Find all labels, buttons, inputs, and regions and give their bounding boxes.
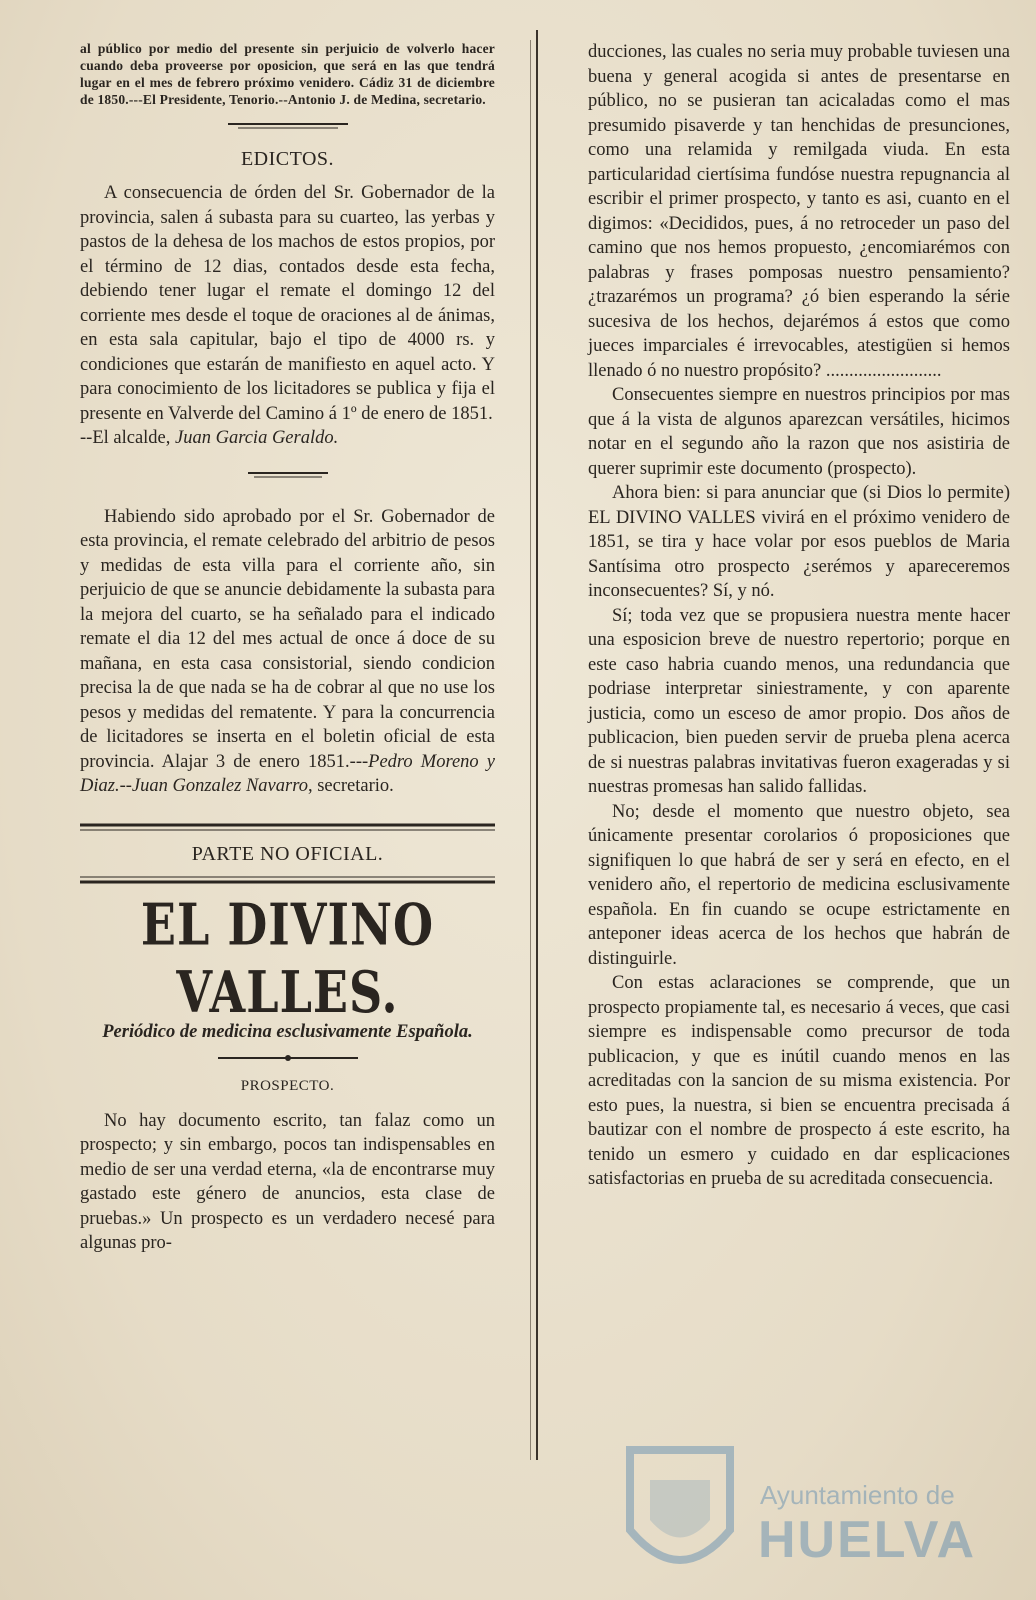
prospecto-heading: PROSPECTO. <box>240 1077 335 1094</box>
edictos-heading: EDICTOS. <box>240 148 335 170</box>
right-paragraph-3: Ahora bien: si para anunciar que (si Dios lo permite) EL DIVINO VALLES vivirá en el próximo venidero de 1851, se tira y hace volar por esos pueblos de Maria Santísima otro prospecto ¿serémos y apareceremos inconsecuentes? Sí, y nó. <box>588 483 1010 601</box>
ornament-rule-icon <box>218 1053 358 1063</box>
archive-watermark <box>620 1440 980 1590</box>
edicto-2-text: Habiendo sido aprobado por el Sr. Gobernador de esta provincia, el remate celebrado del arbitrio de pesos y medidas de esta villa para el corriente año, sin perjuicio de que se anuncie debidamente la subasta para la mejora del cuarto, se ha señalado para el indicado remate el dia 12 del mes actual de once á doce de su mañana, en esta casa consistorial, siendo condicion precisa la de que nada se ha de cobrar al que no use los pesos y medidas del rematente. Y para la concurrencia de licitadores se inserta en el boletin oficial de esta provincia. Alajar 3 de enero 1851.--- <box>80 506 495 772</box>
edicto-1 <box>80 181 495 451</box>
ornament-rule-icon <box>248 470 328 480</box>
right-paragraph-6: Con estas aclaraciones se comprende, que un prospecto propiamente tal, es necesario á veces, que casi siempre es indispensable como precursor de toda publicacion, y que es inútil cuando menos en las acreditadas con la sancion de su misma existencia. Por esto pues, la nuestra, si bien se encuentra precisada á bautizar con el nombre de prospecto á este escrito, ha tenido un esmero y cuidado en dar esplicaciones satisfactorias en prueba de su acreditada consecuencia. <box>588 973 1010 1189</box>
edicto-2 <box>80 505 495 799</box>
right-paragraph-2: Consecuentes siempre en nuestros principios por mas que á la vista de algunos aparezcan versátiles, hicimos notar en el segundo año la razon que nos asistiria de querer suprimir este documento (prospecto). <box>588 385 1010 479</box>
double-rule-icon <box>80 822 495 832</box>
edicto-2-signature: Pedro Moreno y Diaz.--Juan Gonzalez Navarro <box>80 751 496 796</box>
parte-no-oficial-heading: PARTE NO OFICIAL. <box>191 842 384 865</box>
left-column <box>80 40 495 1256</box>
ornament-separator-2 <box>80 467 495 485</box>
right-column <box>588 40 1010 1192</box>
watermark-line-2: HUELVA <box>758 1511 977 1569</box>
column-divider <box>536 30 538 1460</box>
prospecto-paragraph-1: No hay documento escrito, tan falaz como un prospecto; y sin embargo, pocos tan indispensables en medio de ser una verdad eterna, «la de encontrarse muy gastado este género de anuncios, esta clase de pruebas.» Un prospecto es un verdadero necesé para algunas pro- <box>80 1110 495 1253</box>
watermark-line-1: Ayuntamiento de <box>760 1480 955 1510</box>
ornament-separator-3 <box>80 1050 495 1068</box>
newspaper-subtitle: Periódico de medicina esclusivamente Española. <box>102 1021 473 1042</box>
right-paragraph-4: Sí; toda vez que se propusiera nuestra mente hacer una esposicion breve de nuestro repertorio; porque en este caso habria cuando menos, una redundancia que podriase interpretar siniestramente, y con aparente justicia, como un esceso de amor propio. Dos años de publicacion, bien pueden servir de prueba plena acerca de si nuestras palabras invitativas fueron exageradas y si nuestras promesas han salido fallidas. <box>588 605 1010 797</box>
edicto-1-text: A consecuencia de órden del Sr. Gobernador de la provincia, salen á subasta para su cuarteo, las yerbas y pastos de la dehesa de los machos de estos propios, por el término de 12 dias, contados desde esta fecha, debiendo tener lugar el remate el domingo 12 del corriente mes desde el toque de oraciones al de ánimas, en esta sala capitular, bajo el tipo de 4000 rs. y condiciones que estarán de manifiesto en aquel acto. Y para conocimiento de los licitadores se publica y fija el presente en Valverde del Camino á 1º de enero de 1851. <box>80 183 495 424</box>
edicto-1-signature: Juan Garcia Geraldo. <box>175 428 339 448</box>
ornament-separator <box>80 118 495 136</box>
right-paragraph-1: ducciones, las cuales no seria muy probable tuviesen una buena y general acogida si antes de presentarse en público, no se pusieran tan acicaladas como el mas presumido pisaverde y tan henchidas de presunciones, como una relamida y remilgada viuda. En esta particularidad ciertísima fundóse nuestra repugnancia al escribir el primer prospecto, y tanto es asi, cuanto en el digimos: «Decididos, pues, á no retroceder un paso del camino que nos hemos propuesto, ¿encomiarémos con palabras y frases pomposas nuestro pensamiento? ¿trazarémos un programa? ¿ó bien esperando la série sucesiva de los hechos, dejarémos á estos que como jueces imparciales é irrevocables, atestigüen si hemos llenado ó no nuestro propósito? ......................... <box>588 42 1010 381</box>
newspaper-title: EL DIVINO VALLES. <box>140 890 435 1025</box>
city-shield-icon <box>620 1440 740 1590</box>
top-notice: al público por medio del presente sin perjuicio de volverlo hacer cuando deba proveerse por oposicion, que será en las que tendrá lugar en el mes de febrero próximo venidero. Cádiz 31 de diciembre de 1850.---El Presidente, Tenorio.--Antonio J. de Medina, secretario. <box>80 41 495 107</box>
edicto-2-signature-suffix: , secretario. <box>307 776 394 796</box>
right-paragraph-5: No; desde el momento que nuestro objeto, sea únicamente presentar corolarios ó proposiciones que signifiquen lo que habrá de ser y será en efecto, en el venidero año, el repertorio de medicina esclusivamente española. En fin cuando se ocupe estrictamente en anteponer ideas acerca de los hechos que habrán de distinguirle. <box>588 801 1010 969</box>
edicto-1-signature-prefix: --El alcalde, <box>80 428 176 448</box>
ornament-rule-icon <box>228 121 348 131</box>
parte-rule-bottom <box>80 872 495 890</box>
double-rule-icon <box>80 875 495 885</box>
column-divider-thin <box>530 40 531 1460</box>
parte-rule-top <box>80 819 495 837</box>
